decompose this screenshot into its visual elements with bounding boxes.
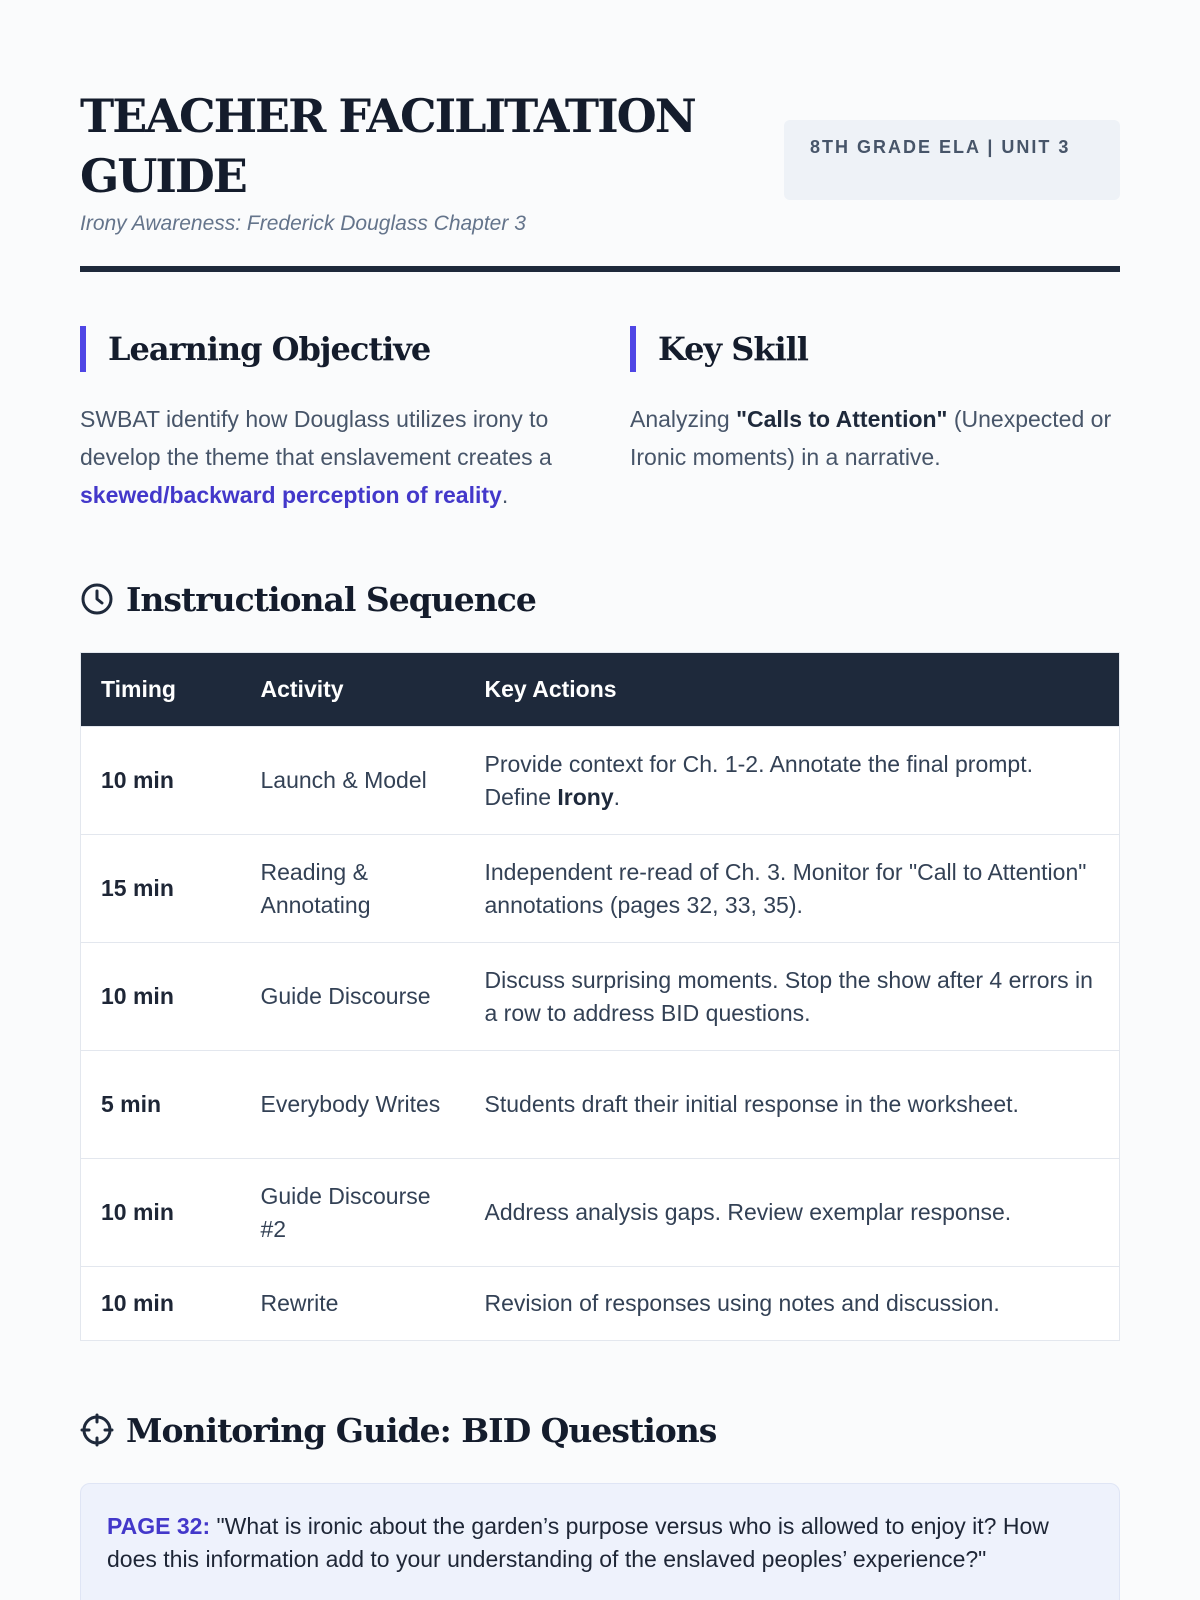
activity-cell: Launch & Model — [241, 727, 465, 835]
learning-objective-heading: Learning Objective — [108, 330, 431, 368]
activity-cell: Reading & Annotating — [241, 835, 465, 943]
bid-question-card — [80, 1483, 1120, 1600]
instructional-sequence-heading: Instructional Sequence — [126, 579, 536, 619]
activity-cell: Guide Discourse — [241, 943, 465, 1051]
table-row — [81, 943, 1120, 1051]
page-subtitle: Irony Awareness: Frederick Douglass Chapter 3 — [80, 212, 526, 235]
key-actions-cell: Discuss surprising moments. Stop the show after 4 errors in a row to address BID questions. — [465, 943, 1120, 1051]
crosshair-icon — [80, 1413, 114, 1447]
key-actions-cell: Students draft their initial response in the worksheet. — [465, 1051, 1120, 1159]
key-actions-cell: Independent re-read of Ch. 3. Monitor for "Call to Attention" annotations (pages 32, 33, 35). — [465, 835, 1120, 943]
activity-cell: Rewrite — [241, 1267, 465, 1341]
objective-skill-row — [80, 326, 1120, 514]
learning-objective-text — [80, 400, 570, 514]
activity-cell: Everybody Writes — [241, 1051, 465, 1159]
clock-icon — [80, 582, 114, 616]
timing-cell: 10 min — [81, 1159, 241, 1267]
table-header-row — [81, 653, 1120, 727]
column-header-activity: Activity — [260, 676, 344, 702]
timing-cell: 10 min — [81, 943, 241, 1051]
table-row — [81, 727, 1120, 835]
table-row — [81, 1159, 1120, 1267]
table-row — [81, 1051, 1120, 1159]
key-skill-heading: Key Skill — [658, 330, 808, 368]
key-actions-text: Provide context for Ch. 1-2. Annotate the final prompt. Define — [484, 750, 1033, 810]
skill-text-before: Analyzing — [630, 406, 737, 432]
sequence-table — [80, 652, 1120, 1341]
timing-cell: 10 min — [81, 727, 241, 835]
accent-bar — [630, 326, 636, 372]
bid-page-label: PAGE 32: — [107, 1513, 211, 1539]
key-actions-end: . — [613, 783, 620, 810]
key-skill-section — [630, 326, 1120, 514]
grade-unit-badge: 8TH GRADE ELA | UNIT 3 — [784, 120, 1120, 200]
table-row — [81, 835, 1120, 943]
key-skill-text — [630, 400, 1120, 476]
column-header-timing: Timing — [101, 676, 176, 702]
header — [80, 0, 1120, 272]
timing-cell: 10 min — [81, 1267, 241, 1341]
objective-text-before: SWBAT identify how Douglass utilizes irony to develop the theme that enslavement creates a — [80, 406, 552, 470]
key-actions-cell — [465, 727, 1120, 835]
instructional-sequence-header — [80, 574, 1120, 624]
key-actions-cell: Address analysis gaps. Review exemplar response. — [465, 1159, 1120, 1267]
learning-objective-section — [80, 326, 570, 514]
page-title: TEACHER FACILITATION GUIDE — [80, 89, 695, 203]
table-row — [81, 1267, 1120, 1341]
timing-cell: 15 min — [81, 835, 241, 943]
objective-text-after: . — [501, 482, 509, 508]
key-actions-cell: Revision of responses using notes and discussion. — [465, 1267, 1120, 1341]
skill-strong: "Calls to Attention" — [736, 406, 948, 432]
monitoring-guide-header — [80, 1405, 1120, 1455]
monitoring-guide-heading: Monitoring Guide: BID Questions — [126, 1410, 717, 1450]
accent-bar — [80, 326, 86, 372]
learning-objective-header — [80, 326, 570, 372]
objective-highlight: skewed/backward perception of reality — [80, 482, 502, 508]
activity-cell: Guide Discourse #2 — [241, 1159, 465, 1267]
bid-question-text: "What is ironic about the garden’s purpose versus who is allowed to enjoy it? How does this information add to your understanding of the enslaved peoples’ experience?" — [107, 1513, 1049, 1572]
skill-text-after: (Unexpected or Ironic moments) in a narrative. — [630, 406, 1112, 470]
timing-cell: 5 min — [81, 1051, 241, 1159]
key-actions-bold: Irony — [557, 783, 614, 810]
column-header-key-actions: Key Actions — [484, 676, 617, 702]
key-skill-header — [630, 326, 1120, 372]
